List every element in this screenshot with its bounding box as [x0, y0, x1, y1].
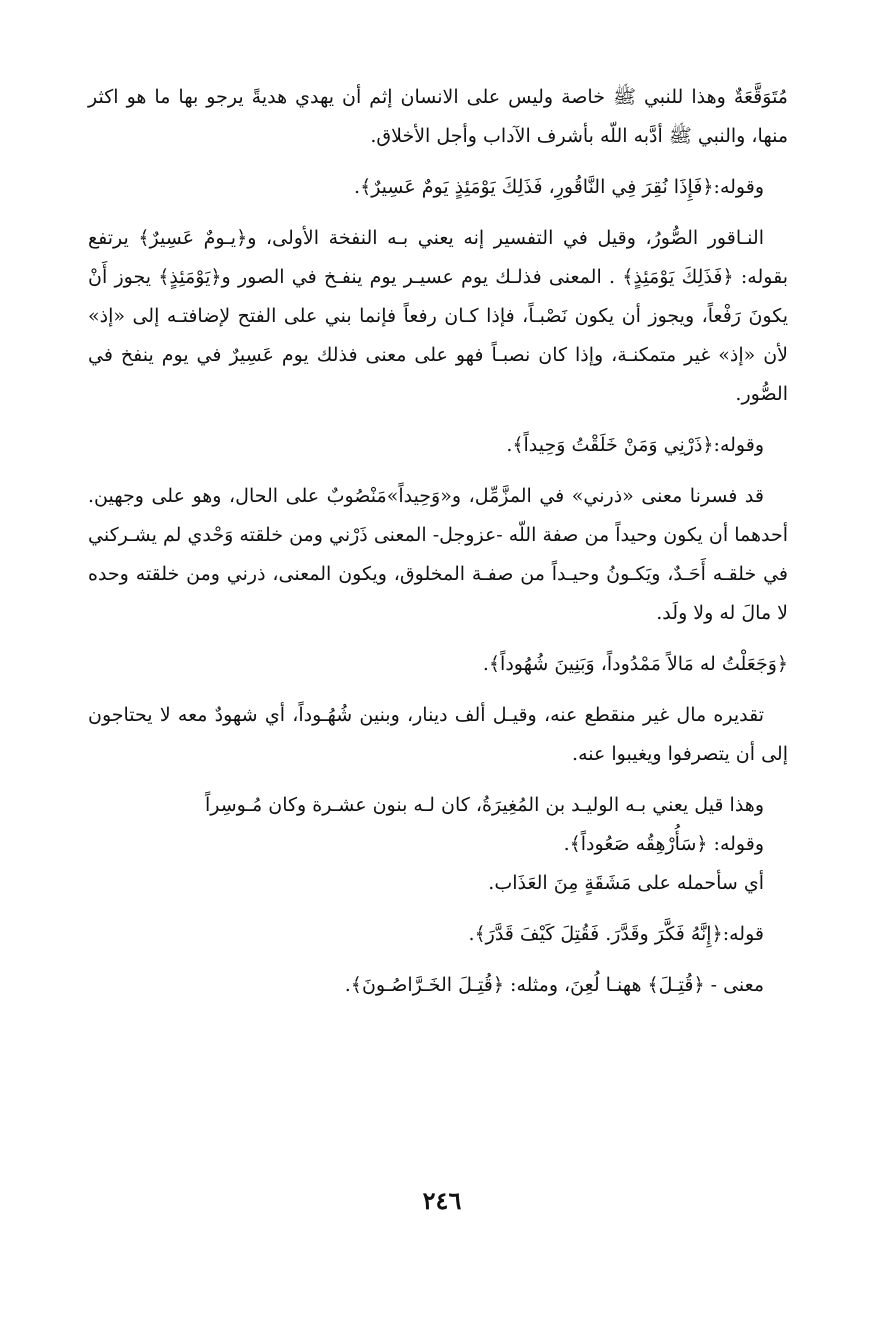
- paragraph-7: تقديره مال غير منقطع عنه، وقيـل ألف دينار، وبنين شُهُـوداً، أي شهودٌ معه لا يحتاجون إلى أن يتصرفوا ويغيبوا عنه.: [88, 704, 788, 765]
- paragraph-10: أي سأحمله على مَشَقَةٍ مِنَ العَذَاب.: [488, 872, 764, 894]
- paragraph-12: معنى - ﴿قُتِـلَ﴾ ههنـا لُعِنَ، ومثله: ﴿قُتِـلَ الخَـرَّاصُـونَ﴾.: [344, 974, 764, 996]
- page-number: ٢٤٦: [422, 1186, 462, 1215]
- paragraph-8: وهذا قيل يعني بـه الوليـد بن المُغِيرَةُ، كان لـه بنون عشـرة وكان مُـوسِراً: [204, 794, 764, 816]
- paragraph-2: وقوله:﴿فَإِذَا نُقِرَ فِي النَّاقُورِ، فَذَلِكَ يَوْمَئِذٍ يَومٌ عَسِيرٌ﴾.: [354, 176, 764, 198]
- paragraph-4: وقوله:﴿ذَرْنِي وَمَنْ خَلَقْتُ وَحِيداً﴾.: [506, 434, 764, 456]
- paragraph-3: النـاقور الصُّورُ، وقيل في التفسير إنه يعني بـه النفخة الأولى، و﴿يـومٌ عَسِيرٌ﴾ يرتفع بقوله: ﴿فَذَلِكَ يَوْمَئِذٍ﴾ . المعنى فذلـك يوم عسيـر يوم ينفـخ في الصور و﴿يَوْمَئِذٍ﴾ يجوز أَنْ يكونَ رَفْعاً، ويجوز أن يكون نَصْبـاً، فإذا كـان رفعاً فإنما بني على الفتح لإضافتـه إلى «إذ» لأن «إذ» غير متمكنـة، وإذا كان نصبـاً فهو على معنى فذلك يوم عَسِيرٌ في يوم ينفخ في الصُّور.: [88, 227, 788, 405]
- paragraph-11: قوله:﴿إِنَّهُ فَكَّرَ وقَدَّرَ. فَقُتِلَ كَيْفَ قَدَّرَ﴾.: [468, 923, 764, 945]
- page-body: [88, 78, 788, 1005]
- paragraph-1: مُتَوَقَّعَةٌ وهذا للنبي ﷺ خاصة وليس على الانسان إثم أن يهدي هديةً يرجو بها ما هو اكثر منها، والنبي ﷺ أدَّبه اللّه بأشرف الآداب وأجل الأخلاق.: [88, 86, 788, 147]
- paragraph-6: ﴿وَجَعَلْتُ له مَالاً مَمْدُوداً، وَبَنِينَ شُهُوداً﴾.: [482, 653, 788, 675]
- paragraph-5: قد فسرنا معنى «ذرني» في المزَّمِّل، و«وَحِيداً»مَنْصُوبٌ على الحال، وهو على وجهين. أحدهما أن يكون وحيداً من صفة اللّه -عزوجل- المعنى ذَرْني ومن خلقته وَحْدي لم يشـركني في خلقـه أَحَـدٌ، ويَكـونُ وحيـداً من صفـة المخلوق، ويكون المعنى، ذرني ومن خلقته وحده لا مالَ له ولا ولَد.: [88, 485, 788, 624]
- paragraph-9: وقوله: ﴿سَأُرْهِقُه صَعُوداً﴾.: [563, 833, 764, 855]
